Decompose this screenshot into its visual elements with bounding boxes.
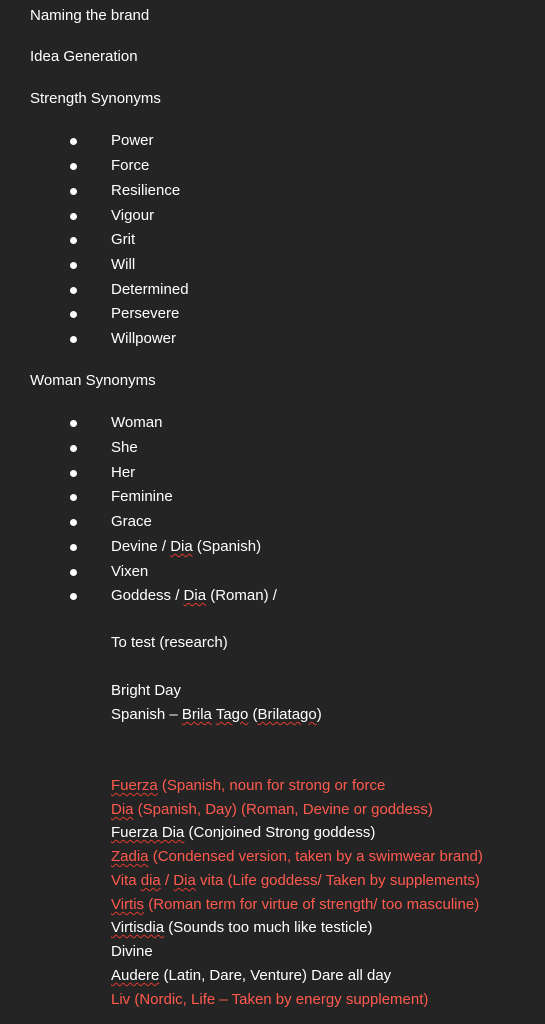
bullet-icon — [70, 336, 77, 343]
note-spanish — [111, 705, 322, 725]
list-item: Force — [111, 157, 150, 174]
spellcheck-word[interactable]: Tago — [215, 706, 249, 723]
candidate-text: (Condensed version, taken by a swimwear brand) — [148, 848, 483, 865]
spellcheck-word[interactable]: dia — [140, 872, 161, 889]
list-item: Feminine — [111, 488, 173, 505]
list-item: Vigour — [111, 207, 155, 224]
candidate-text: / — [160, 872, 174, 889]
spellcheck-word[interactable]: Zadia — [111, 848, 149, 865]
list-item: Determined — [111, 281, 189, 298]
bullet-icon — [70, 262, 77, 269]
document-title: Naming the brand — [30, 7, 150, 24]
candidate-text: Vita — [111, 872, 141, 889]
list-item: Woman — [111, 414, 163, 431]
note-text: ( — [248, 706, 258, 723]
candidate-fuerza — [111, 776, 385, 796]
list-item: Grace — [111, 513, 152, 530]
bullet-icon — [70, 188, 77, 195]
note-text: Spanish – — [111, 706, 182, 723]
note-bright-day: Bright Day — [111, 682, 182, 699]
bullet-icon — [70, 311, 77, 318]
bullet-icon — [70, 519, 77, 526]
spellcheck-word[interactable]: Audere — [111, 967, 160, 984]
candidate-fuerza-dia — [111, 823, 375, 843]
spellcheck-word[interactable]: Dia — [173, 872, 196, 889]
candidate-text: (Sounds too much like testicle) — [164, 919, 373, 936]
bullet-icon — [70, 163, 77, 170]
spellcheck-word[interactable]: Virtisdia — [111, 919, 165, 936]
candidate-liv: Liv (Nordic, Life – Taken by energy supplement) — [111, 991, 429, 1008]
candidate-text: (Spanish, Day) (Roman, Devine or goddess) — [133, 801, 433, 818]
list-item: Power — [111, 132, 154, 149]
list-item: Grit — [111, 231, 136, 248]
bullet-icon — [70, 544, 77, 551]
list-item — [111, 537, 261, 557]
list-item: Resilience — [111, 182, 181, 199]
candidate-text: (Conjoined Strong goddess) — [184, 824, 376, 841]
candidate-text: vita (Life goddess/ Taken by supplements) — [195, 872, 480, 889]
spellcheck-word[interactable]: Virtis — [111, 896, 145, 913]
candidate-virtis — [111, 895, 479, 915]
list-item-text: Goddess / — [111, 587, 184, 604]
bullet-icon — [70, 237, 77, 244]
candidate-text: (Roman term for virtue of strength/ too masculine) — [144, 896, 480, 913]
candidate-virtisdia — [111, 918, 373, 938]
list-item: She — [111, 439, 138, 456]
note-text: ) — [316, 706, 322, 723]
heading-strength-synonyms: Strength Synonyms — [30, 90, 161, 107]
spellcheck-word[interactable]: Fuerza — [111, 777, 158, 794]
spellcheck-word[interactable]: Dia — [183, 587, 207, 604]
candidate-dia — [111, 800, 433, 820]
bullet-icon — [70, 569, 77, 576]
candidate-vita-dia — [111, 871, 480, 891]
list-item: Persevere — [111, 305, 180, 322]
bullet-icon — [70, 138, 77, 145]
bullet-icon — [70, 470, 77, 477]
list-item — [111, 586, 277, 606]
bullet-icon — [70, 445, 77, 452]
list-item: Her — [111, 464, 136, 481]
list-item: Willpower — [111, 330, 177, 347]
heading-idea-generation: Idea Generation — [30, 48, 138, 65]
bullet-icon — [70, 287, 77, 294]
spellcheck-word[interactable]: Fuerza Dia — [111, 824, 185, 841]
note-to-test: To test (research) — [111, 634, 228, 651]
candidate-audere — [111, 966, 391, 986]
bullet-icon — [70, 593, 77, 600]
candidate-zadia — [111, 847, 483, 867]
list-item: Vixen — [111, 563, 149, 580]
spellcheck-word[interactable]: Brilatago — [257, 706, 317, 723]
candidate-text: (Latin, Dare, Venture) Dare all day — [159, 967, 392, 984]
bullet-icon — [70, 420, 77, 427]
candidate-divine: Divine — [111, 943, 153, 960]
bullet-icon — [70, 213, 77, 220]
list-item-text: (Roman) / — [206, 587, 277, 604]
spellcheck-word[interactable]: Brila — [181, 706, 212, 723]
list-item-text: Devine / — [111, 538, 171, 555]
spellcheck-word[interactable]: Dia — [111, 801, 134, 818]
heading-woman-synonyms: Woman Synonyms — [30, 372, 156, 389]
spellcheck-word[interactable]: Dia — [170, 538, 193, 555]
bullet-icon — [70, 494, 77, 501]
list-item: Will — [111, 256, 136, 273]
list-item-text: (Spanish) — [192, 538, 262, 555]
candidate-text: (Spanish, noun for strong or force — [157, 777, 386, 794]
